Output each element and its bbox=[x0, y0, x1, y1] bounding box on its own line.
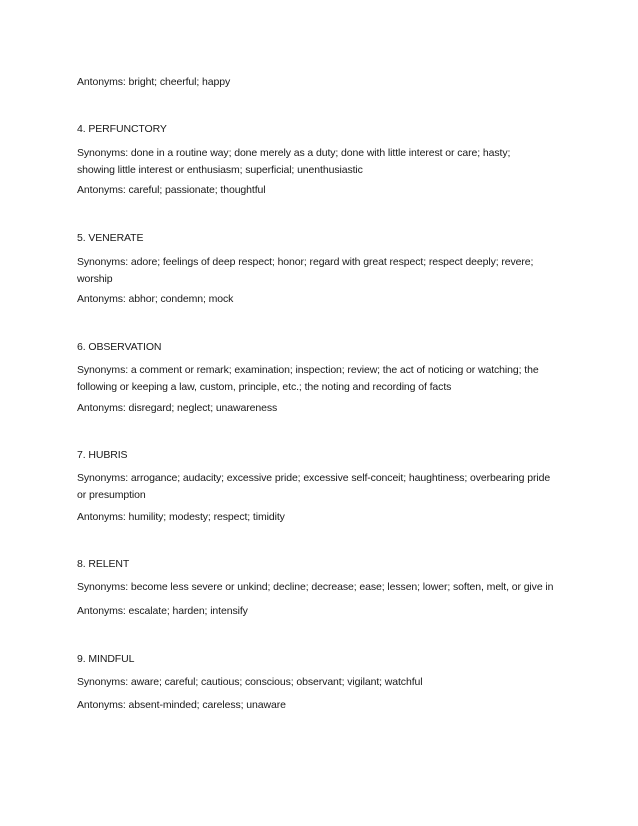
entry-synonyms-mindful: Synonyms: aware; careful; cautious; conscious; observant; vigilant; watchful bbox=[77, 676, 423, 688]
entry-heading-mindful: 9. MINDFUL bbox=[77, 653, 135, 665]
entry-synonyms-venerate-cont: worship bbox=[77, 273, 113, 285]
entry-heading-hubris: 7. HUBRIS bbox=[77, 449, 128, 461]
entry-synonyms-relent: Synonyms: become less severe or unkind; decline; decrease; ease; lessen; lower; soften, melt, or give in bbox=[77, 581, 554, 593]
entry-synonyms-perfunctory: Synonyms: done in a routine way; done merely as a duty; done with little interest or care; hasty; bbox=[77, 147, 511, 159]
entry-antonyms-observation: Antonyms: disregard; neglect; unawareness bbox=[77, 402, 278, 414]
entry-heading-venerate: 5. VENERATE bbox=[77, 232, 144, 244]
entry-antonyms-relent: Antonyms: escalate; harden; intensify bbox=[77, 605, 248, 617]
entry-synonyms-venerate: Synonyms: adore; feelings of deep respect; honor; regard with great respect; respect deeply; revere; bbox=[77, 256, 534, 268]
entry-antonyms-venerate: Antonyms: abhor; condemn; mock bbox=[77, 293, 234, 305]
entry-synonyms-perfunctory-cont: showing little interest or enthusiasm; superficial; unenthusiastic bbox=[77, 164, 363, 176]
intro-antonyms: Antonyms: bright; cheerful; happy bbox=[77, 76, 231, 88]
entry-heading-relent: 8. RELENT bbox=[77, 558, 130, 570]
entry-heading-observation: 6. OBSERVATION bbox=[77, 341, 162, 353]
entry-antonyms-hubris: Antonyms: humility; modesty; respect; timidity bbox=[77, 511, 285, 523]
entry-synonyms-hubris: Synonyms: arrogance; audacity; excessive pride; excessive self-conceit; haughtiness; overbearing pride bbox=[77, 472, 551, 484]
entry-synonyms-observation-cont: following or keeping a law, custom, principle, etc.; the noting and recording of facts bbox=[77, 381, 452, 393]
entry-antonyms-perfunctory: Antonyms: careful; passionate; thoughtful bbox=[77, 184, 266, 196]
entry-heading-perfunctory: 4. PERFUNCTORY bbox=[77, 123, 167, 135]
entry-synonyms-observation: Synonyms: a comment or remark; examination; inspection; review; the act of noticing or watching; the bbox=[77, 364, 539, 376]
entry-synonyms-hubris-cont: or presumption bbox=[77, 489, 146, 501]
entry-antonyms-mindful: Antonyms: absent-minded; careless; unaware bbox=[77, 699, 286, 711]
